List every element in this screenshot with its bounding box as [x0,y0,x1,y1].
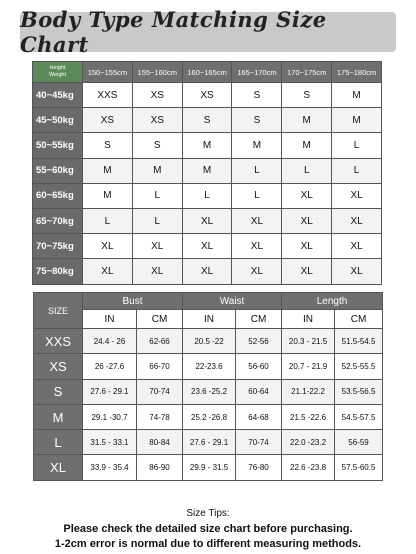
size-cell: XL [182,234,232,259]
table-row [34,404,383,429]
size-cell: S [182,108,232,133]
table-row [34,329,383,354]
size-cell: L [232,158,282,183]
size-tips-line-2: 1-2cm error is normal due to different measuring methods. [54,538,362,550]
size-cell: XL [332,259,382,284]
unit-header: IN [183,310,236,329]
size-cell: L [83,208,133,233]
size-cell: XL [332,183,382,208]
table-row [34,430,383,455]
measurement-cell: 22.0 -23.2 [282,430,335,455]
measurement-group-header: Waist [183,293,282,310]
size-cell: L [282,158,332,183]
corner-label [33,62,83,83]
size-cell: L [332,133,382,158]
measurement-cell: 70-74 [137,379,183,404]
size-cell: M [132,158,182,183]
measurement-cell: 51.5-54.5 [335,329,383,354]
size-cell: XL [83,234,133,259]
measurement-cell: 80-84 [137,430,183,455]
corner-weight-label: Weight [48,72,67,78]
height-header: 155~160cm [132,62,182,83]
table-row [33,208,382,233]
size-cell: XS [83,108,133,133]
measurement-cell: 27.6 - 29.1 [83,379,137,404]
measurement-cell: 66-70 [137,354,183,379]
size-cell: L [182,183,232,208]
size-cell: XL [232,208,282,233]
size-column-header: SIZE [34,293,83,329]
size-cell: M [83,158,133,183]
measurement-cell: 20.5 -22 [183,329,236,354]
height-header-row [33,62,382,83]
size-cell: XL [332,234,382,259]
size-cell: XL [182,208,232,233]
weight-label: 60~65kg [33,183,83,208]
size-cell: M [232,133,282,158]
table-row [33,108,382,133]
measurement-cell: 56-60 [236,354,282,379]
table-row [33,133,382,158]
unit-header: IN [282,310,335,329]
measurement-cell: 23.6 -25.2 [183,379,236,404]
measurement-cell: 74-78 [137,404,183,429]
measurement-cell: 26 -27.6 [83,354,137,379]
size-cell: M [282,108,332,133]
unit-header: CM [335,310,383,329]
height-header: 160~165cm [182,62,232,83]
size-label: M [34,404,83,429]
measurement-cell: 21.1-22.2 [282,379,335,404]
size-cell: XL [332,208,382,233]
page-title: Body Type Matching Size Chart [20,7,327,57]
size-cell: M [332,83,382,108]
measurement-cell: 24.4 - 26 [83,329,137,354]
size-cell: M [282,133,332,158]
corner-height-label: Height [49,65,66,71]
unit-header: IN [83,310,137,329]
table-row [33,234,382,259]
measurement-cell: 21.5 -22.6 [282,404,335,429]
size-cell: XL [282,208,332,233]
table-row [34,354,383,379]
size-cell: XL [132,234,182,259]
size-cell: XL [282,183,332,208]
size-cell: L [332,158,382,183]
measurement-cell: 29.1 -30.7 [83,404,137,429]
measurement-cell: 53.5-56.5 [335,379,383,404]
table-row [33,83,382,108]
weight-label: 65~70kg [33,208,83,233]
measurement-cell: 20.3 - 21.5 [282,329,335,354]
size-cell: M [182,133,232,158]
weight-label: 75~80kg [33,259,83,284]
size-cell: S [232,83,282,108]
weight-label: 55~60kg [33,158,83,183]
unit-header-row [34,310,383,329]
weight-label: 40~45kg [33,83,83,108]
measurement-cell: 54.5-57.5 [335,404,383,429]
size-label: XL [34,455,83,480]
measurement-cell: 56-59 [335,430,383,455]
size-cell: XS [132,83,182,108]
size-tips-line-1: Please check the detailed size chart before purchasing. [63,523,353,535]
weight-label: 50~55kg [33,133,83,158]
size-tips-title: Size Tips: [186,508,230,519]
measurement-cell: 70-74 [236,430,282,455]
measurement-cell: 64-68 [236,404,282,429]
measurement-cell: 86-90 [137,455,183,480]
unit-header: CM [236,310,282,329]
size-cell: XL [182,259,232,284]
table-row [34,455,383,480]
size-cell: XL [282,234,332,259]
measurement-cell: 76-80 [236,455,282,480]
size-cell: XS [132,108,182,133]
height-header: 170~175cm [282,62,332,83]
measurement-cell: 22.6 -23.8 [282,455,335,480]
weight-label: 70~75kg [33,234,83,259]
size-cell: XL [132,259,182,284]
size-cell: L [132,183,182,208]
height-header: 175~180cm [332,62,382,83]
measurement-cell: 25.2 -26.8 [183,404,236,429]
size-cell: XS [182,83,232,108]
size-cell: XL [282,259,332,284]
size-cell: L [232,183,282,208]
size-cell: M [332,108,382,133]
size-cell: L [132,208,182,233]
table-row [34,379,383,404]
size-cell: S [232,108,282,133]
table-row [33,158,382,183]
size-cell: M [182,158,232,183]
size-label: XS [34,354,83,379]
measurement-size-table [33,292,383,481]
measurement-group-header: Length [282,293,383,310]
measurement-cell: 60-64 [236,379,282,404]
table-row [33,183,382,208]
weight-label: 45~50kg [33,108,83,133]
size-label: XXS [34,329,83,354]
size-cell: XL [232,234,282,259]
table-row [33,259,382,284]
measurement-cell: 29.9 - 31.5 [183,455,236,480]
measurement-cell: 52.5-55.5 [335,354,383,379]
size-label: S [34,379,83,404]
size-cell: M [83,183,133,208]
size-cell: S [282,83,332,108]
unit-header: CM [137,310,183,329]
size-cell: S [83,133,133,158]
size-cell: XL [232,259,282,284]
measurement-cell: 33.9 - 35.4 [83,455,137,480]
size-cell: S [132,133,182,158]
measurement-cell: 31.5 - 33.1 [83,430,137,455]
size-label: L [34,430,83,455]
title-banner [20,7,396,57]
measurement-cell: 27.6 - 29.1 [183,430,236,455]
measurement-cell: 57.5-60.5 [335,455,383,480]
body-type-size-table [32,61,382,285]
measurement-group-header: Bust [83,293,183,310]
measurement-cell: 62-66 [137,329,183,354]
height-header: 150~155cm [83,62,133,83]
measurement-cell: 20.7 - 21.9 [282,354,335,379]
size-cell: XL [83,259,133,284]
size-cell: XXS [83,83,133,108]
measurement-cell: 52-56 [236,329,282,354]
measurement-group-row [34,293,383,310]
measurement-cell: 22-23.6 [183,354,236,379]
height-header: 165~170cm [232,62,282,83]
